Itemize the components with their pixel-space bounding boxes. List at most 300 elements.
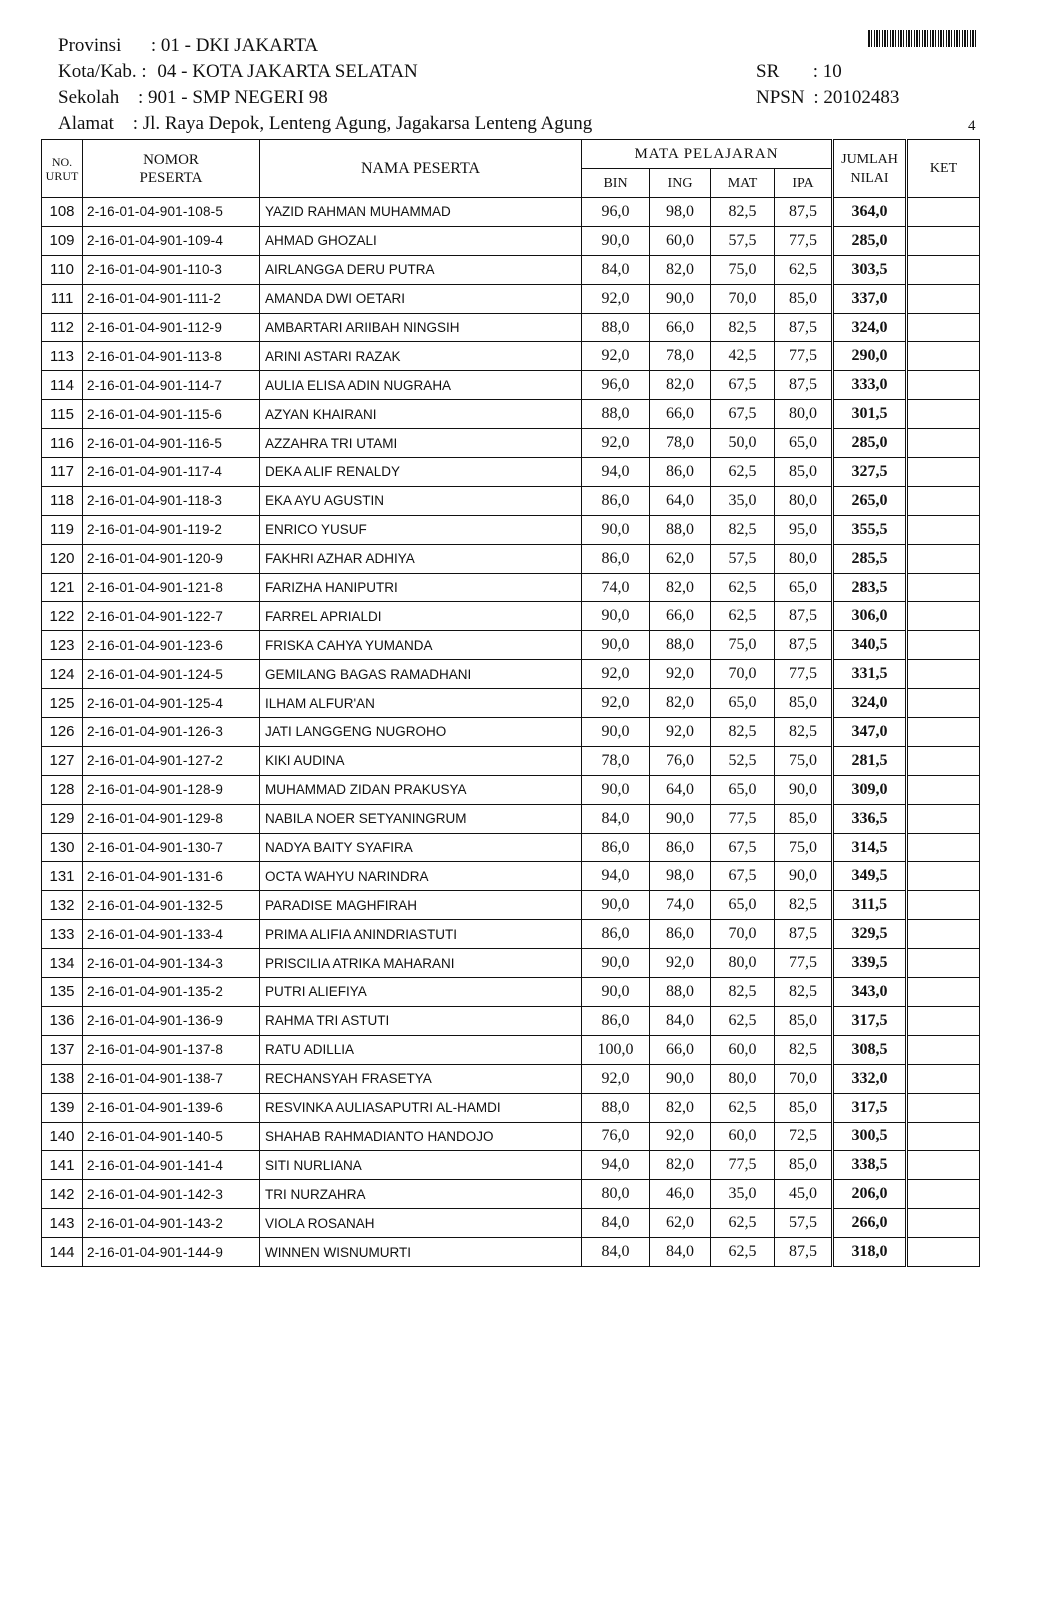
cell-score-ipa: 90,0 [775,862,833,891]
cell-ket [907,833,980,862]
provinsi-value: : 01 - DKI JAKARTA [150,35,319,56]
cell-score-bin: 96,0 [582,198,650,227]
table-row [42,949,980,978]
header-mat: MAT [711,169,775,198]
cell-nama-peserta: NADYA BAITY SYAFIRA [260,833,582,862]
cell-nomor-peserta: 2-16-01-04-901-142-3 [83,1180,260,1209]
cell-jumlah-nilai: 300,5 [833,1122,907,1151]
cell-score-bin: 92,0 [582,1064,650,1093]
cell-jumlah-nilai: 314,5 [833,833,907,862]
cell-score-bin: 88,0 [582,400,650,429]
cell-ket [907,1151,980,1180]
cell-score-ing: 62,0 [650,1209,711,1238]
cell-score-bin: 90,0 [582,631,650,660]
cell-score-ipa: 85,0 [775,1006,833,1035]
cell-jumlah-nilai: 306,0 [833,602,907,631]
header-nomor-peserta [83,140,260,198]
cell-jumlah-nilai: 329,5 [833,920,907,949]
cell-nama-peserta: FARIZHA HANIPUTRI [260,573,582,602]
cell-score-bin: 90,0 [582,226,650,255]
table-row [42,1180,980,1209]
cell-score-mat: 62,5 [711,1006,775,1035]
header-nama-peserta: NAMA PESERTA [260,140,582,198]
cell-score-ing: 84,0 [650,1238,711,1267]
cell-score-bin: 88,0 [582,1093,650,1122]
cell-no-urut: 128 [42,775,83,804]
cell-score-mat: 35,0 [711,486,775,515]
cell-score-ipa: 65,0 [775,573,833,602]
kota-label: Kota/Kab. : [58,61,147,82]
cell-score-ipa: 45,0 [775,1180,833,1209]
cell-no-urut: 133 [42,920,83,949]
cell-jumlah-nilai: 337,0 [833,284,907,313]
cell-ket [907,1122,980,1151]
cell-nomor-peserta: 2-16-01-04-901-139-6 [83,1093,260,1122]
cell-score-bin: 90,0 [582,978,650,1007]
cell-score-ipa: 77,5 [775,949,833,978]
cell-score-ipa: 87,5 [775,920,833,949]
cell-score-bin: 78,0 [582,746,650,775]
cell-score-bin: 80,0 [582,1180,650,1209]
cell-nama-peserta: SHAHAB RAHMADIANTO HANDOJO [260,1122,582,1151]
cell-score-ing: 90,0 [650,804,711,833]
cell-nomor-peserta: 2-16-01-04-901-108-5 [83,198,260,227]
cell-score-ipa: 87,5 [775,198,833,227]
cell-no-urut: 138 [42,1064,83,1093]
cell-nomor-peserta: 2-16-01-04-901-112-9 [83,313,260,342]
cell-nama-peserta: GEMILANG BAGAS RAMADHANI [260,660,582,689]
kota-value: 04 - KOTA JAKARTA SELATAN [157,61,418,82]
cell-ket [907,920,980,949]
cell-no-urut: 111 [42,284,83,313]
cell-score-ing: 74,0 [650,891,711,920]
cell-no-urut: 119 [42,515,83,544]
alamat-label: Alamat [58,113,114,134]
cell-no-urut: 130 [42,833,83,862]
cell-score-mat: 65,0 [711,891,775,920]
cell-score-ing: 64,0 [650,486,711,515]
cell-jumlah-nilai: 301,5 [833,400,907,429]
table-row [42,891,980,920]
cell-nomor-peserta: 2-16-01-04-901-109-4 [83,226,260,255]
cell-ket [907,1093,980,1122]
cell-no-urut: 142 [42,1180,83,1209]
cell-score-mat: 75,0 [711,631,775,660]
cell-score-bin: 84,0 [582,1209,650,1238]
cell-jumlah-nilai: 338,5 [833,1151,907,1180]
cell-no-urut: 131 [42,862,83,891]
cell-no-urut: 139 [42,1093,83,1122]
cell-score-ipa: 80,0 [775,544,833,573]
cell-score-mat: 67,5 [711,833,775,862]
cell-nomor-peserta: 2-16-01-04-901-117-4 [83,458,260,487]
header-nilai: NILAI [850,170,889,186]
cell-score-mat: 82,5 [711,198,775,227]
cell-nomor-peserta: 2-16-01-04-901-120-9 [83,544,260,573]
cell-score-ipa: 82,5 [775,891,833,920]
table-row [42,718,980,747]
cell-score-ipa: 80,0 [775,400,833,429]
header-peserta: PESERTA [139,169,203,186]
cell-ket [907,1006,980,1035]
cell-nomor-peserta: 2-16-01-04-901-137-8 [83,1035,260,1064]
cell-score-ipa: 70,0 [775,1064,833,1093]
cell-jumlah-nilai: 355,5 [833,515,907,544]
cell-jumlah-nilai: 364,0 [833,198,907,227]
table-row [42,1064,980,1093]
cell-nama-peserta: OCTA WAHYU NARINDRA [260,862,582,891]
cell-nama-peserta: KIKI AUDINA [260,746,582,775]
results-table [41,139,980,1267]
cell-ket [907,775,980,804]
cell-score-bin: 92,0 [582,660,650,689]
cell-nomor-peserta: 2-16-01-04-901-143-2 [83,1209,260,1238]
cell-ket [907,284,980,313]
cell-score-ing: 82,0 [650,371,711,400]
cell-ket [907,400,980,429]
cell-jumlah-nilai: 336,5 [833,804,907,833]
cell-score-ing: 98,0 [650,198,711,227]
cell-score-ing: 92,0 [650,949,711,978]
cell-score-ing: 82,0 [650,1093,711,1122]
table-row [42,1006,980,1035]
cell-ket [907,1180,980,1209]
table-row [42,978,980,1007]
cell-jumlah-nilai: 333,0 [833,371,907,400]
cell-nama-peserta: TRI NURZAHRA [260,1180,582,1209]
cell-score-ing: 90,0 [650,284,711,313]
cell-jumlah-nilai: 318,0 [833,1238,907,1267]
cell-score-ing: 62,0 [650,544,711,573]
cell-score-mat: 67,5 [711,371,775,400]
cell-jumlah-nilai: 309,0 [833,775,907,804]
cell-score-ipa: 87,5 [775,1238,833,1267]
cell-jumlah-nilai: 206,0 [833,1180,907,1209]
cell-jumlah-nilai: 285,0 [833,226,907,255]
cell-score-ing: 66,0 [650,400,711,429]
cell-nomor-peserta: 2-16-01-04-901-113-8 [83,342,260,371]
cell-nomor-peserta: 2-16-01-04-901-135-2 [83,978,260,1007]
sr-line [756,61,842,83]
cell-jumlah-nilai: 317,5 [833,1093,907,1122]
cell-score-mat: 82,5 [711,718,775,747]
table-row [42,689,980,718]
cell-nama-peserta: ARINI ASTARI RAZAK [260,342,582,371]
cell-ket [907,1238,980,1267]
cell-jumlah-nilai: 281,5 [833,746,907,775]
cell-nomor-peserta: 2-16-01-04-901-130-7 [83,833,260,862]
cell-score-bin: 86,0 [582,1006,650,1035]
cell-nomor-peserta: 2-16-01-04-901-121-8 [83,573,260,602]
cell-no-urut: 116 [42,429,83,458]
header-jumlah: JUMLAH [841,151,898,167]
cell-nomor-peserta: 2-16-01-04-901-119-2 [83,515,260,544]
cell-nama-peserta: RATU ADILLIA [260,1035,582,1064]
cell-nama-peserta: EKA AYU AGUSTIN [260,486,582,515]
table-row [42,429,980,458]
cell-ket [907,486,980,515]
table-row [42,862,980,891]
cell-score-ing: 60,0 [650,226,711,255]
cell-score-ing: 84,0 [650,1006,711,1035]
cell-score-mat: 50,0 [711,429,775,458]
alamat-line [58,113,592,135]
cell-no-urut: 112 [42,313,83,342]
cell-ket [907,804,980,833]
cell-nama-peserta: RAHMA TRI ASTUTI [260,1006,582,1035]
cell-ket [907,458,980,487]
cell-score-ipa: 87,5 [775,602,833,631]
cell-ket [907,1035,980,1064]
header-jumlah-nilai [833,140,907,198]
cell-score-ipa: 75,0 [775,833,833,862]
cell-jumlah-nilai: 285,5 [833,544,907,573]
cell-no-urut: 144 [42,1238,83,1267]
cell-jumlah-nilai: 266,0 [833,1209,907,1238]
cell-score-ipa: 82,5 [775,1035,833,1064]
cell-score-mat: 62,5 [711,602,775,631]
cell-score-mat: 70,0 [711,920,775,949]
cell-score-ing: 92,0 [650,718,711,747]
cell-score-bin: 90,0 [582,515,650,544]
header-nomor: NOMOR [143,151,199,168]
cell-ket [907,1209,980,1238]
table-row [42,1093,980,1122]
cell-jumlah-nilai: 324,0 [833,313,907,342]
cell-ket [907,429,980,458]
cell-no-urut: 125 [42,689,83,718]
cell-score-ing: 92,0 [650,660,711,689]
cell-score-ipa: 85,0 [775,284,833,313]
cell-nomor-peserta: 2-16-01-04-901-141-4 [83,1151,260,1180]
cell-nomor-peserta: 2-16-01-04-901-138-7 [83,1064,260,1093]
cell-score-bin: 92,0 [582,689,650,718]
table-row [42,833,980,862]
cell-score-bin: 76,0 [582,1122,650,1151]
cell-score-ing: 88,0 [650,631,711,660]
cell-nama-peserta: FARREL APRIALDI [260,602,582,631]
cell-score-bin: 90,0 [582,602,650,631]
cell-score-mat: 62,5 [711,1093,775,1122]
header-ipa: IPA [775,169,833,198]
cell-no-urut: 140 [42,1122,83,1151]
table-row [42,400,980,429]
cell-nama-peserta: PRISCILIA ATRIKA MAHARANI [260,949,582,978]
cell-score-mat: 60,0 [711,1122,775,1151]
cell-score-ipa: 75,0 [775,746,833,775]
cell-jumlah-nilai: 285,0 [833,429,907,458]
barcode-image [868,30,978,47]
cell-score-mat: 57,5 [711,544,775,573]
cell-jumlah-nilai: 317,5 [833,1006,907,1035]
cell-ket [907,862,980,891]
cell-nama-peserta: AIRLANGGA DERU PUTRA [260,255,582,284]
cell-no-urut: 120 [42,544,83,573]
cell-no-urut: 123 [42,631,83,660]
cell-score-ipa: 77,5 [775,226,833,255]
cell-nomor-peserta: 2-16-01-04-901-140-5 [83,1122,260,1151]
cell-jumlah-nilai: 308,5 [833,1035,907,1064]
cell-score-bin: 94,0 [582,862,650,891]
header-urut: URUT [45,168,79,183]
table-row [42,573,980,602]
cell-no-urut: 127 [42,746,83,775]
cell-nomor-peserta: 2-16-01-04-901-116-5 [83,429,260,458]
table-row [42,1209,980,1238]
cell-jumlah-nilai: 311,5 [833,891,907,920]
cell-score-ipa: 82,5 [775,978,833,1007]
cell-jumlah-nilai: 339,5 [833,949,907,978]
cell-score-ipa: 87,5 [775,371,833,400]
cell-no-urut: 126 [42,718,83,747]
header-no: NO. [51,154,73,169]
cell-ket [907,1064,980,1093]
cell-no-urut: 134 [42,949,83,978]
cell-score-ing: 82,0 [650,573,711,602]
cell-nama-peserta: SITI NURLIANA [260,1151,582,1180]
table-row [42,1122,980,1151]
header-no-urut [42,140,83,198]
cell-nama-peserta: YAZID RAHMAN MUHAMMAD [260,198,582,227]
provinsi-label: Provinsi [58,35,122,56]
cell-nama-peserta: AZYAN KHAIRANI [260,400,582,429]
cell-score-mat: 42,5 [711,342,775,371]
cell-nomor-peserta: 2-16-01-04-901-124-5 [83,660,260,689]
cell-score-ipa: 77,5 [775,660,833,689]
cell-no-urut: 113 [42,342,83,371]
cell-nomor-peserta: 2-16-01-04-901-144-9 [83,1238,260,1267]
cell-score-ing: 82,0 [650,1151,711,1180]
cell-score-bin: 90,0 [582,949,650,978]
cell-score-mat: 35,0 [711,1180,775,1209]
cell-no-urut: 117 [42,458,83,487]
cell-no-urut: 109 [42,226,83,255]
cell-score-ipa: 82,5 [775,718,833,747]
cell-ket [907,198,980,227]
cell-score-ing: 82,0 [650,255,711,284]
cell-ket [907,313,980,342]
cell-score-ing: 66,0 [650,602,711,631]
cell-score-bin: 86,0 [582,920,650,949]
cell-score-bin: 92,0 [582,342,650,371]
cell-jumlah-nilai: 290,0 [833,342,907,371]
cell-no-urut: 129 [42,804,83,833]
cell-score-bin: 96,0 [582,371,650,400]
cell-nomor-peserta: 2-16-01-04-901-122-7 [83,602,260,631]
cell-score-ing: 76,0 [650,746,711,775]
cell-nomor-peserta: 2-16-01-04-901-133-4 [83,920,260,949]
cell-score-ing: 90,0 [650,1064,711,1093]
cell-score-bin: 86,0 [582,833,650,862]
table-row [42,544,980,573]
table-row [42,602,980,631]
cell-score-ing: 82,0 [650,689,711,718]
cell-ket [907,255,980,284]
cell-ket [907,660,980,689]
cell-score-mat: 62,5 [711,1238,775,1267]
table-row [42,746,980,775]
cell-score-ipa: 90,0 [775,775,833,804]
sekolah-value: : 901 - SMP NEGERI 98 [137,87,328,108]
cell-no-urut: 114 [42,371,83,400]
cell-nama-peserta: RECHANSYAH FRASETYA [260,1064,582,1093]
cell-no-urut: 136 [42,1006,83,1035]
table-row [42,313,980,342]
cell-score-ipa: 85,0 [775,689,833,718]
cell-score-mat: 62,5 [711,458,775,487]
cell-score-ipa: 85,0 [775,458,833,487]
cell-score-mat: 52,5 [711,746,775,775]
cell-score-bin: 94,0 [582,1151,650,1180]
cell-score-ing: 86,0 [650,833,711,862]
cell-jumlah-nilai: 265,0 [833,486,907,515]
cell-ket [907,891,980,920]
cell-score-mat: 80,0 [711,1064,775,1093]
cell-ket [907,602,980,631]
cell-nama-peserta: FAKHRI AZHAR ADHIYA [260,544,582,573]
cell-no-urut: 121 [42,573,83,602]
cell-nama-peserta: RESVINKA AULIASAPUTRI AL-HAMDI [260,1093,582,1122]
cell-nama-peserta: AULIA ELISA ADIN NUGRAHA [260,371,582,400]
cell-score-mat: 65,0 [711,689,775,718]
table-row [42,1151,980,1180]
cell-nomor-peserta: 2-16-01-04-901-127-2 [83,746,260,775]
cell-nomor-peserta: 2-16-01-04-901-132-5 [83,891,260,920]
cell-score-bin: 92,0 [582,284,650,313]
cell-nomor-peserta: 2-16-01-04-901-134-3 [83,949,260,978]
cell-nama-peserta: NABILA NOER SETYANINGRUM [260,804,582,833]
cell-score-ing: 66,0 [650,1035,711,1064]
cell-score-bin: 84,0 [582,1238,650,1267]
cell-score-ing: 88,0 [650,515,711,544]
cell-nomor-peserta: 2-16-01-04-901-126-3 [83,718,260,747]
cell-nama-peserta: DEKA ALIF RENALDY [260,458,582,487]
cell-no-urut: 108 [42,198,83,227]
table-row [42,1035,980,1064]
cell-ket [907,746,980,775]
cell-jumlah-nilai: 324,0 [833,689,907,718]
provinsi-line [58,35,318,57]
cell-score-ing: 66,0 [650,313,711,342]
cell-score-mat: 62,5 [711,1209,775,1238]
cell-ket [907,718,980,747]
cell-score-mat: 67,5 [711,862,775,891]
cell-no-urut: 115 [42,400,83,429]
cell-jumlah-nilai: 303,5 [833,255,907,284]
cell-nama-peserta: MUHAMMAD ZIDAN PRAKUSYA [260,775,582,804]
cell-no-urut: 143 [42,1209,83,1238]
table-row [42,920,980,949]
cell-score-mat: 82,5 [711,978,775,1007]
cell-score-ipa: 87,5 [775,631,833,660]
table-row [42,515,980,544]
cell-score-ing: 92,0 [650,1122,711,1151]
cell-score-ipa: 95,0 [775,515,833,544]
header-ing: ING [650,169,711,198]
cell-score-ipa: 87,5 [775,313,833,342]
cell-score-mat: 77,5 [711,804,775,833]
cell-score-bin: 86,0 [582,486,650,515]
cell-jumlah-nilai: 283,5 [833,573,907,602]
cell-score-bin: 92,0 [582,429,650,458]
cell-nomor-peserta: 2-16-01-04-901-128-9 [83,775,260,804]
cell-score-mat: 70,0 [711,284,775,313]
cell-score-bin: 84,0 [582,804,650,833]
cell-nomor-peserta: 2-16-01-04-901-111-2 [83,284,260,313]
cell-score-bin: 90,0 [582,718,650,747]
cell-score-ipa: 72,5 [775,1122,833,1151]
cell-no-urut: 135 [42,978,83,1007]
